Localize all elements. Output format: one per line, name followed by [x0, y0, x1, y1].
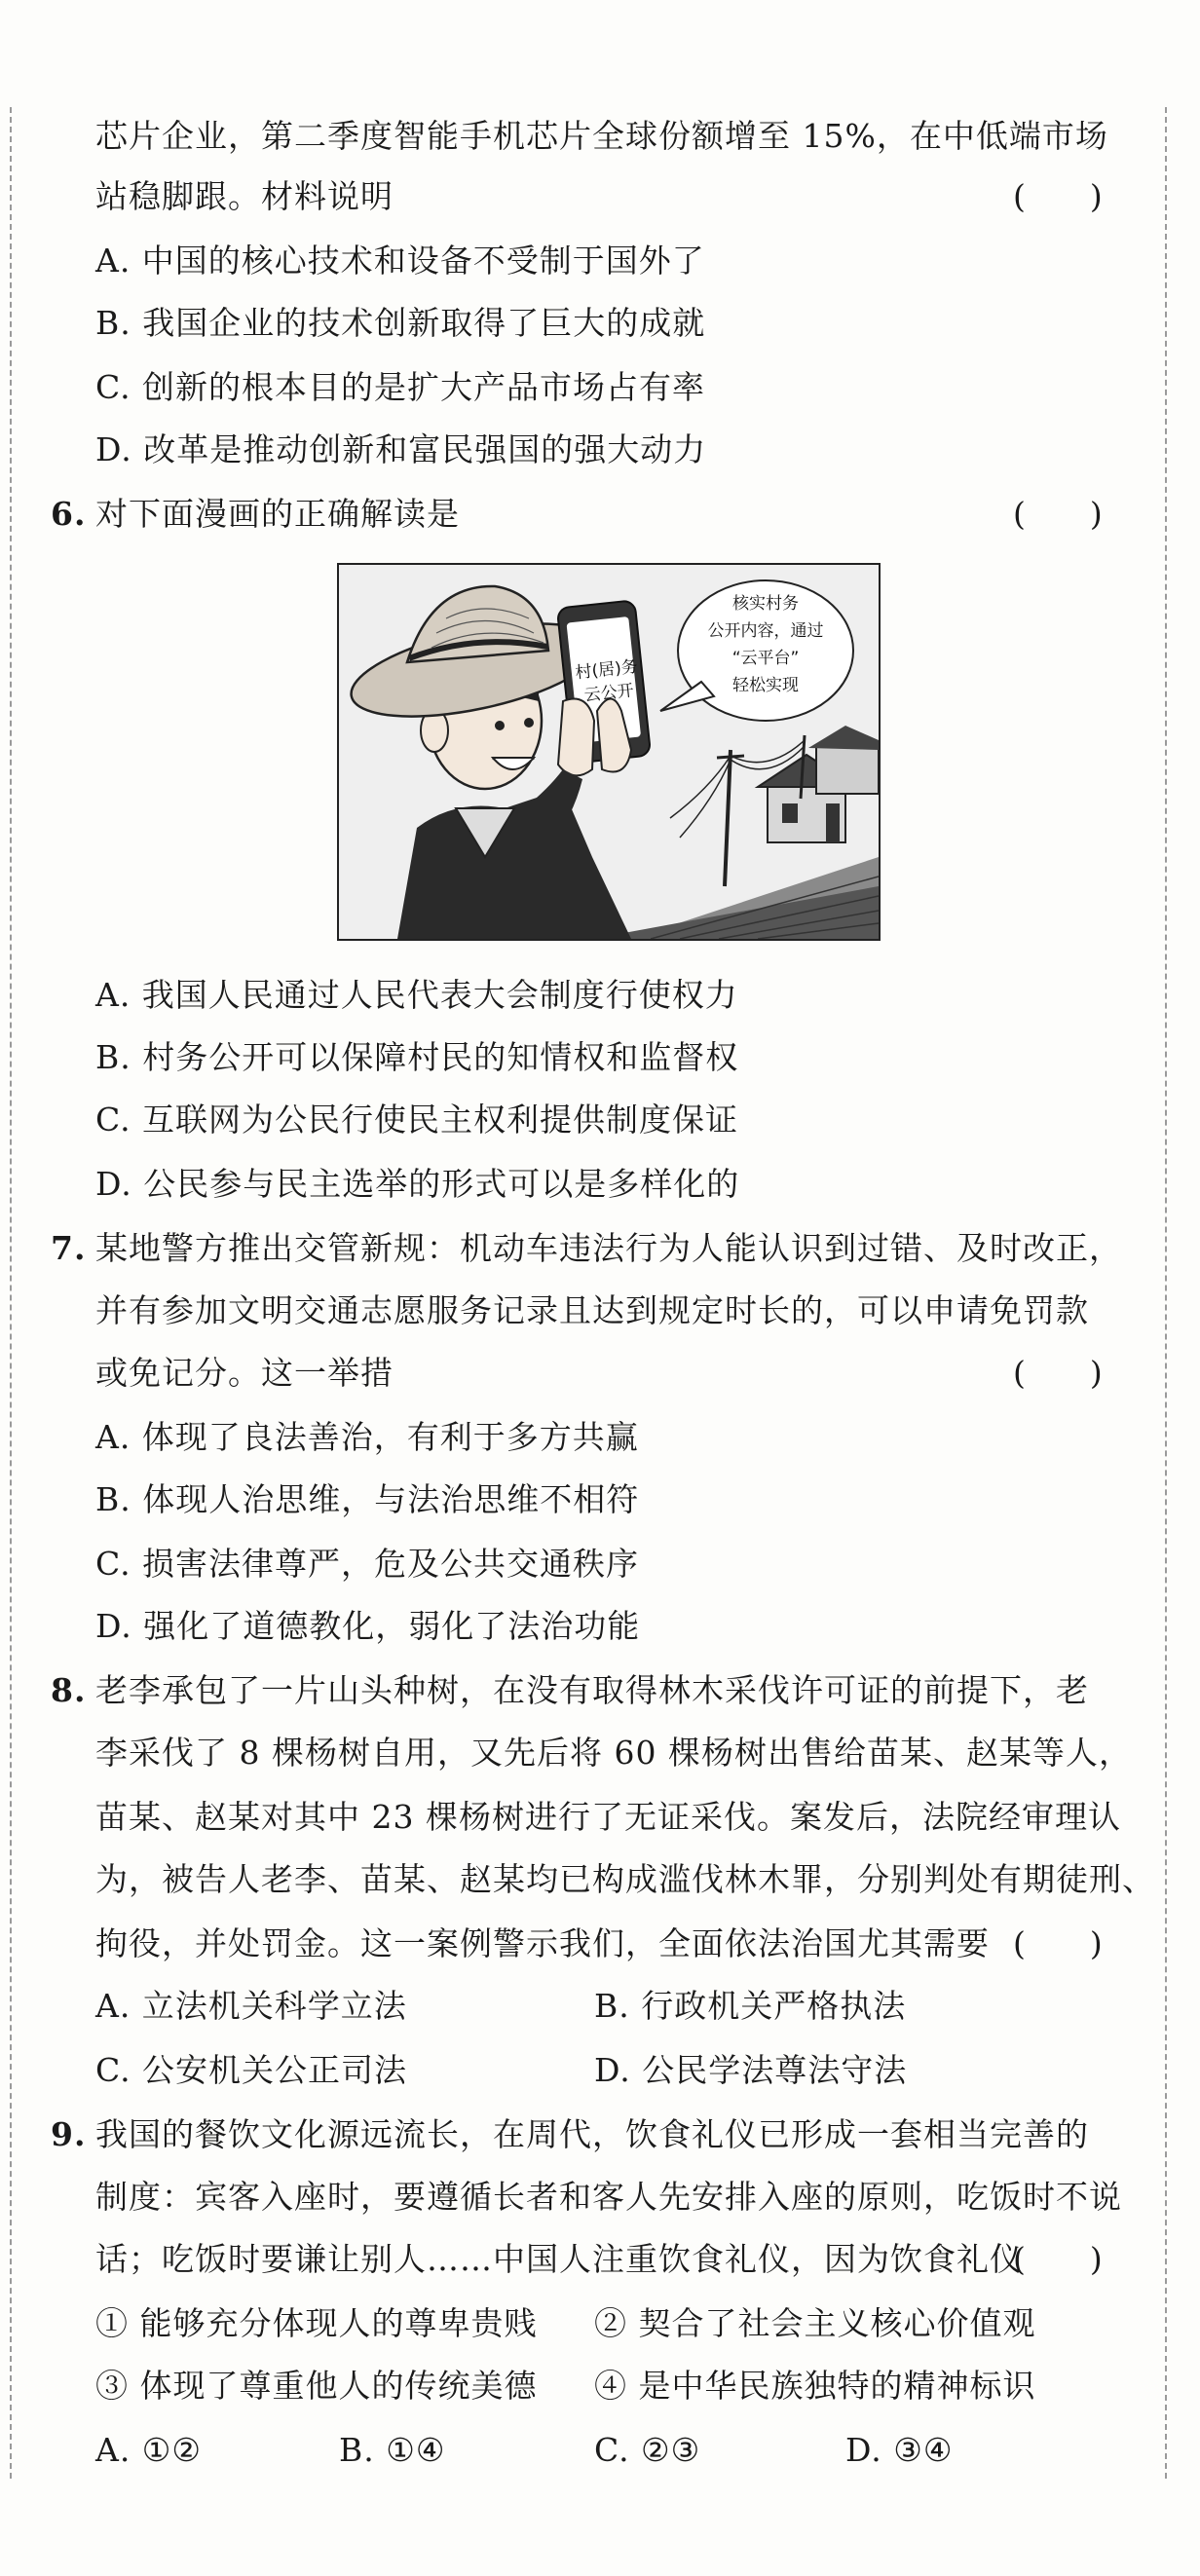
q7-answer-blank: ( ): [1013, 1354, 1103, 1392]
q9-option-c: C. ②③: [594, 2431, 701, 2469]
bubble-text-3: “云平台”: [731, 649, 800, 668]
q8-option-d: D. 公民学法尊法守法: [594, 2051, 908, 2089]
bubble-text-2: 公开内容，通过: [707, 621, 824, 641]
phone-screen-text-1: 村(居)务: [574, 656, 639, 684]
q6-number: 6.: [51, 495, 87, 533]
q9-stem-line-2: 制度：宾客入座时，要遵循长者和客人先安排入座的原则，吃饭时不说: [95, 2178, 1122, 2216]
q6-stem: 对下面漫画的正确解读是: [95, 495, 460, 533]
q7-stem-line-1: 某地警方推出交管新规：机动车违法行为人能认识到过错、及时改正，: [95, 1229, 1122, 1267]
cartoon-image: [337, 563, 881, 941]
binding-line-left: [10, 107, 12, 2479]
q6-option-d: D. 公民参与民主选举的形式可以是多样化的: [95, 1165, 740, 1203]
q9-answer-blank: ( ): [1013, 2240, 1103, 2278]
q6-answer-blank: ( ): [1013, 495, 1103, 533]
q8-answer-blank: ( ): [1013, 1924, 1103, 1962]
q9-stem-line-1: 我国的餐饮文化源远流长，在周代，饮食礼仪已形成一套相当完善的: [95, 2115, 1089, 2153]
q9-option-d: D. ③④: [845, 2431, 954, 2469]
q8-stem-line-5: 拘役，并处罚金。这一案例警示我们，全面依法治国尤其需要: [95, 1924, 990, 1962]
bubble-text-4: 轻松实现: [732, 676, 799, 695]
q8-option-a: A. 立法机关科学立法: [95, 1987, 407, 2025]
q9-number: 9.: [51, 2115, 87, 2153]
q5-stem-line-1: 芯片企业，第二季度智能手机芯片全球份额增至 15%，在中低端市场: [95, 117, 1108, 155]
bubble-text-1: 核实村务: [732, 594, 799, 614]
q6-option-c: C. 互联网为公民行使民主权利提供制度保证: [95, 1101, 739, 1139]
q9-statement-1: ① 能够充分体现人的尊卑贵贱: [95, 2304, 538, 2342]
q8-option-c: C. 公安机关公正司法: [95, 2051, 408, 2089]
q7-stem-line-2: 并有参加文明交通志愿服务记录且达到规定时长的，可以申请免罚款: [95, 1291, 1089, 1329]
q9-option-b: B. ①④: [339, 2431, 446, 2469]
q7-option-d: D. 强化了道德教化，弱化了法治功能: [95, 1607, 641, 1645]
q9-statement-2: ② 契合了社会主义核心价值观: [594, 2304, 1036, 2342]
q7-option-a: A. 体现了良法善治，有利于多方共赢: [95, 1418, 639, 1456]
q8-number: 8.: [51, 1671, 87, 1709]
q5-stem-line-2: 站稳脚跟。材料说明: [95, 177, 394, 215]
q8-stem-line-1: 老李承包了一片山头种树，在没有取得林木采伐许可证的前提下，老: [95, 1671, 1089, 1709]
q5-option-d: D. 改革是推动创新和富民强国的强大动力: [95, 430, 707, 468]
q6-option-a: A. 我国人民通过人民代表大会制度行使权力: [95, 976, 738, 1014]
phone-screen-text-2: 云公开: [582, 681, 635, 706]
q6-option-b: B. 村务公开可以保障村民的知情权和监督权: [95, 1038, 739, 1076]
q5-option-b: B. 我国企业的技术创新取得了巨大的成就: [95, 304, 706, 342]
binding-line-right: [1165, 107, 1167, 2479]
q5-option-a: A. 中国的核心技术和设备不受制于国外了: [95, 242, 705, 280]
q9-option-a: A. ①②: [95, 2431, 202, 2469]
q8-stem-line-2: 李采伐了 8 棵杨树自用，又先后将 60 棵杨树出售给苗某、赵某等人，: [95, 1734, 1132, 1772]
q5-option-c: C. 创新的根本目的是扩大产品市场占有率: [95, 368, 706, 406]
q7-option-c: C. 损害法律尊严，危及公共交通秩序: [95, 1545, 640, 1583]
q8-stem-line-4: 为，被告人老李、苗某、赵某均已构成滥伐林木罪，分别判处有期徒刑、: [95, 1860, 1155, 1898]
q9-stem-line-3: 话；吃饭时要谦让别人……中国人注重饮食礼仪，因为饮食礼仪: [95, 2240, 1023, 2278]
q9-statement-4: ④ 是中华民族独特的精神标识: [594, 2367, 1036, 2405]
q9-statement-3: ③ 体现了尊重他人的传统美德: [95, 2367, 538, 2405]
q7-option-b: B. 体现人治思维，与法治思维不相符: [95, 1480, 640, 1518]
q7-stem-line-3: 或免记分。这一举措: [95, 1354, 394, 1392]
q7-number: 7.: [51, 1229, 87, 1267]
q8-option-b: B. 行政机关严格执法: [594, 1987, 907, 2025]
q5-answer-blank: ( ): [1013, 177, 1103, 215]
q8-stem-line-3: 苗某、赵某对其中 23 棵杨树进行了无证采伐。案发后，法院经审理认: [95, 1798, 1121, 1836]
